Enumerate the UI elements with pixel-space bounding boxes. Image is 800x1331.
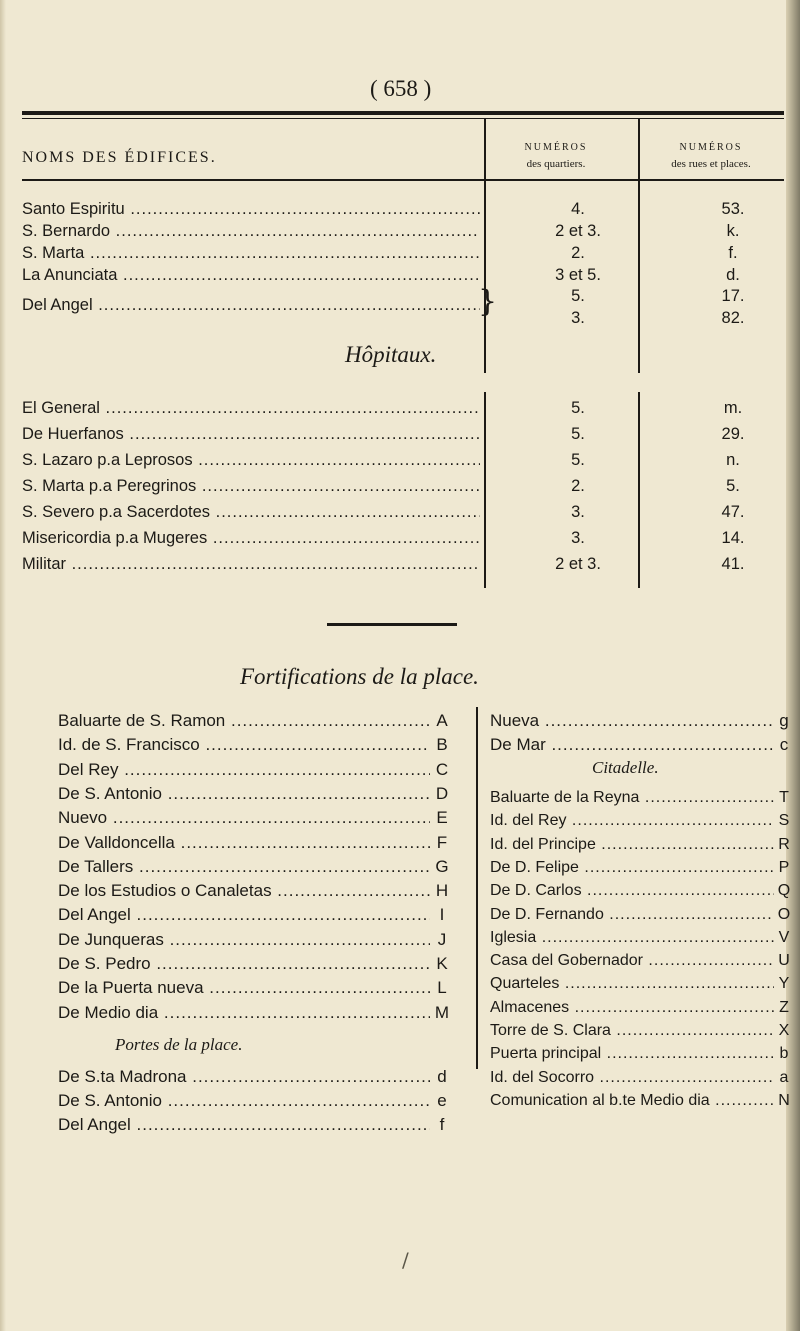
street-number: 82. (721, 309, 745, 327)
item-name: De S. Antonio ..... (58, 1089, 430, 1113)
hopital-name: De Huerfanos ..... (22, 423, 480, 445)
hopital-name: S. Lazaro p.a Leprosos ..... (22, 449, 480, 471)
header-rues-line1: NUMÉROS (679, 142, 743, 153)
table-row (22, 501, 745, 523)
header-noms-des-edifices: NOMS DES ÉDIFICES. (22, 149, 217, 166)
map-letter: d (437, 1067, 447, 1086)
portes-title: Portes de la place. (115, 1035, 243, 1054)
item-name: De la Puerta nueva ..... (58, 976, 430, 1000)
item-name: De los Estudios o Canaletas ..... (58, 879, 430, 903)
map-letter: a (779, 1068, 789, 1086)
map-letter: P (778, 858, 790, 876)
table-row (22, 198, 745, 220)
header-quartiers-line1: NUMÉROS (524, 142, 588, 153)
map-letter: E (436, 808, 448, 828)
map-letter: J (437, 929, 447, 949)
map-letter: I (439, 905, 445, 925)
map-letter: Q (777, 882, 791, 900)
map-letter: G (435, 856, 449, 876)
item-name: Almacenes ..... (490, 996, 774, 1020)
item-name: Id. del Rey ..... (490, 809, 774, 833)
list-item (58, 952, 448, 976)
street-number: 17. (721, 287, 745, 305)
list-item (490, 786, 789, 810)
page-number: ( 658 ) (370, 76, 432, 101)
edifice-name: Del Angel ..... (22, 294, 480, 316)
table-row (22, 264, 740, 286)
list-item (58, 782, 449, 806)
top-rule-thin (22, 118, 784, 119)
hopital-name: Militar ..... (22, 553, 480, 575)
quarter-number: 2 et 3. (555, 222, 601, 240)
list-item (58, 1089, 447, 1113)
header-quartiers-line2: des quartiers. (526, 158, 586, 170)
item-name: Nueva ..... (490, 709, 774, 733)
list-item (58, 1001, 450, 1025)
street-number: d. (726, 266, 740, 284)
list-item (490, 733, 789, 757)
list-item (58, 733, 448, 757)
map-letter: A (436, 711, 448, 730)
hopital-name: S. Marta p.a Peregrinos ..... (22, 475, 480, 497)
list-item (490, 856, 790, 880)
list-item (490, 1019, 790, 1043)
street-number: 47. (721, 503, 745, 521)
item-name: De S. Antonio ..... (58, 782, 430, 806)
quarter-number: 4. (571, 200, 585, 218)
list-item (490, 1066, 789, 1090)
quarter-number: 5. (571, 399, 585, 417)
list-item (58, 1113, 445, 1137)
citadelle-title: Citadelle. (592, 758, 659, 777)
item-name: Casa del Gobernador ..... (490, 949, 774, 973)
page-edge-left (0, 0, 6, 1331)
map-letter: e (437, 1091, 447, 1110)
item-name: De D. Felipe ..... (490, 856, 774, 880)
quarter-number: 2. (571, 244, 585, 262)
list-item (490, 1042, 789, 1066)
item-name: Id. del Principe ..... (490, 833, 774, 857)
quarter-number: 5. (571, 287, 585, 305)
map-letter: T (779, 789, 789, 806)
header-numeros-quartiers (486, 140, 626, 172)
map-letter: U (778, 952, 790, 970)
item-name: De Valldoncella ..... (58, 831, 430, 855)
item-name: De S. Pedro ..... (58, 952, 430, 976)
table-row (22, 287, 745, 316)
hopital-name: S. Severo p.a Sacerdotes ..... (22, 501, 480, 523)
brace: } (478, 284, 498, 319)
hopitaux-col-divider-1 (484, 392, 486, 588)
edifice-name: S. Marta ..... (22, 242, 480, 264)
list-item (58, 879, 449, 903)
map-letter: O (777, 905, 791, 923)
quarter-number: 3 et 5. (555, 266, 601, 284)
item-name: De Medio dia ..... (58, 1001, 430, 1025)
list-item (58, 806, 448, 830)
edifice-name: S. Bernardo ..... (22, 220, 480, 242)
item-name: Puerta principal ..... (490, 1042, 774, 1066)
map-letter: L (437, 978, 447, 998)
list-item (58, 1065, 447, 1089)
edifice-name: Santo Espiritu ..... (22, 198, 480, 220)
quarter-number: 3. (571, 529, 585, 547)
list-item (58, 758, 449, 782)
list-item (490, 833, 790, 857)
table-row (22, 553, 745, 575)
item-name: Del Angel ..... (58, 1113, 430, 1137)
quarter-number: 3. (571, 503, 585, 521)
table-row (22, 423, 745, 445)
item-name: De S.ta Madrona ..... (58, 1065, 430, 1089)
map-letter: D (435, 783, 449, 803)
hopitaux-title: Hôpitaux. (345, 342, 437, 367)
item-name: Iglesia ..... (490, 926, 774, 950)
item-name: Del Rey ..... (58, 758, 430, 782)
item-name: Comunication al b.te Medio dia ..... (490, 1089, 774, 1113)
item-name: Id. del Socorro ..... (490, 1066, 774, 1090)
map-letter: Z (779, 998, 789, 1016)
list-item (58, 831, 448, 855)
hopital-name: Misericordia p.a Mugeres ..... (22, 527, 480, 549)
item-name: Id. de S. Francisco ..... (58, 733, 430, 757)
map-letter: b (779, 1045, 789, 1063)
street-number: f. (728, 244, 738, 262)
map-letter: S (778, 812, 790, 830)
header-numeros-rues (640, 140, 782, 172)
top-rule (22, 111, 784, 115)
street-number: n. (726, 451, 740, 469)
item-name: Baluarte de la Reyna ..... (490, 786, 774, 810)
list-item (490, 879, 791, 903)
fortifications-col-divider (476, 707, 478, 1069)
map-letter: X (778, 1022, 790, 1039)
list-item (58, 903, 445, 927)
margin-slash-mark: / (402, 1248, 409, 1272)
street-number: 5. (726, 477, 740, 495)
item-name: Torre de S. Clara ..... (490, 1019, 774, 1043)
map-letter: c (779, 735, 789, 754)
item-name: Baluarte de S. Ramon ..... (58, 709, 430, 733)
street-number: 53. (721, 200, 745, 218)
item-name: De D. Fernando ..... (490, 903, 774, 927)
quarter-number: 5. (571, 451, 585, 469)
edifice-name: La Anunciata ..... (22, 264, 480, 286)
col-divider-1 (484, 118, 486, 373)
list-item (490, 1089, 790, 1113)
map-letter: C (435, 759, 449, 779)
hopital-name: El General ..... (22, 397, 480, 419)
list-item (58, 928, 447, 952)
list-item (490, 926, 790, 950)
item-name: Quarteles ..... (490, 972, 774, 996)
list-item (58, 709, 448, 733)
table-row (22, 527, 745, 549)
map-letter: R (778, 835, 790, 853)
item-name: Nuevo ..... (58, 806, 430, 830)
street-number: m. (723, 399, 743, 417)
map-letter: N (778, 1091, 790, 1109)
list-item (58, 976, 447, 1000)
quarter-number: 5. (571, 425, 585, 443)
map-letter: g (779, 711, 789, 730)
list-item (490, 996, 789, 1020)
map-letter: Y (778, 975, 790, 993)
item-name: Del Angel ..... (58, 903, 430, 927)
list-item (490, 949, 790, 973)
section-rule (327, 623, 457, 626)
map-letter: F (436, 832, 448, 852)
item-name: De Mar ..... (490, 733, 774, 757)
table-row (22, 242, 738, 264)
map-letter: K (436, 954, 448, 973)
table-row (22, 449, 740, 471)
street-number: 29. (721, 425, 745, 443)
map-letter: B (436, 735, 448, 755)
header-rule (22, 179, 784, 181)
table-row (22, 397, 743, 419)
list-item (58, 855, 449, 879)
quarter-number: 3. (571, 309, 585, 327)
street-number: 41. (721, 555, 745, 573)
table-row (22, 220, 740, 242)
item-name: De Junqueras ..... (58, 928, 430, 952)
street-number: k. (726, 222, 740, 240)
list-item (490, 709, 789, 733)
quarter-number: 2. (571, 477, 585, 495)
street-number: 14. (721, 529, 745, 547)
table-row (22, 475, 740, 497)
map-letter: M (434, 1002, 450, 1022)
list-item (490, 809, 790, 833)
list-item (490, 903, 791, 927)
quarter-number: 2 et 3. (555, 555, 601, 573)
item-name: De Tallers ..... (58, 855, 430, 879)
map-letter: f (439, 1115, 445, 1134)
header-rues-line2: des rues et places. (671, 158, 751, 170)
list-item (490, 972, 790, 996)
map-letter: V (778, 928, 790, 946)
item-name: De D. Carlos ..... (490, 879, 774, 903)
fortifications-title: Fortifications de la place. (240, 664, 479, 689)
map-letter: H (435, 881, 449, 901)
